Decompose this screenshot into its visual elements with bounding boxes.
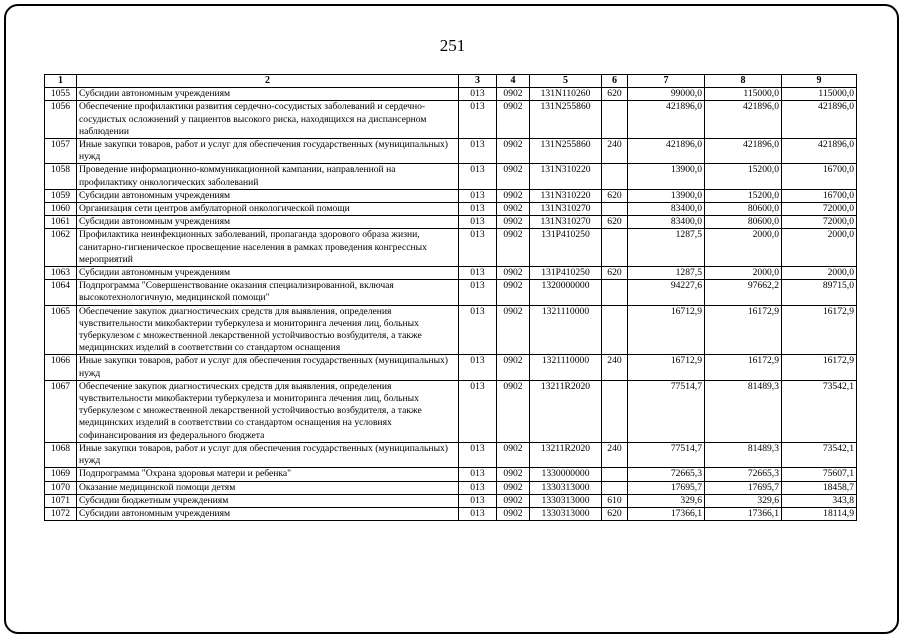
row-name: Иные закупки товаров, работ и услуг для обеспечения государственных (муниципальных) нужд	[77, 355, 459, 380]
target-article-code: 1330313000	[530, 507, 602, 520]
amount-col-8: 2000,0	[705, 267, 782, 280]
target-article-code: 131N310270	[530, 216, 602, 229]
target-article-code: 13211R2020	[530, 380, 602, 442]
row-number: 1059	[45, 189, 77, 202]
ministry-code: 013	[459, 280, 497, 305]
row-number: 1060	[45, 203, 77, 216]
row-number: 1070	[45, 481, 77, 494]
col-header: 4	[497, 75, 530, 88]
amount-col-7: 1287,5	[628, 267, 705, 280]
ministry-code: 013	[459, 203, 497, 216]
amount-col-9: 18114,9	[782, 507, 857, 520]
target-article-code: 131P410250	[530, 229, 602, 267]
row-name: Субсидии автономным учреждениям	[77, 507, 459, 520]
expense-type-code: 620	[602, 507, 628, 520]
target-article-code: 131N255860	[530, 101, 602, 139]
amount-col-8: 17695,7	[705, 481, 782, 494]
amount-col-9: 89715,0	[782, 280, 857, 305]
expense-type-code	[602, 229, 628, 267]
expense-type-code	[602, 380, 628, 442]
row-number: 1055	[45, 88, 77, 101]
ministry-code: 013	[459, 468, 497, 481]
row-name: Субсидии бюджетным учреждениям	[77, 494, 459, 507]
ministry-code: 013	[459, 139, 497, 164]
section-code: 0902	[497, 216, 530, 229]
amount-col-7: 13900,0	[628, 164, 705, 189]
amount-col-9: 75607,1	[782, 468, 857, 481]
amount-col-8: 72665,3	[705, 468, 782, 481]
row-number: 1058	[45, 164, 77, 189]
target-article-code: 131N310270	[530, 203, 602, 216]
target-article-code: 13211R2020	[530, 442, 602, 467]
target-article-code: 1320000000	[530, 280, 602, 305]
amount-col-7: 77514,7	[628, 442, 705, 467]
section-code: 0902	[497, 507, 530, 520]
row-name: Оказание медицинской помощи детям	[77, 481, 459, 494]
expense-type-code: 610	[602, 494, 628, 507]
section-code: 0902	[497, 164, 530, 189]
table-row	[45, 164, 857, 189]
amount-col-7: 421896,0	[628, 139, 705, 164]
amount-col-9: 421896,0	[782, 101, 857, 139]
amount-col-7: 83400,0	[628, 216, 705, 229]
row-number: 1056	[45, 101, 77, 139]
amount-col-9: 72000,0	[782, 203, 857, 216]
table-row	[45, 139, 857, 164]
row-name: Подпрограмма "Совершенствование оказания специализированной, включая высокотехнологичную, медицинской помощи"	[77, 280, 459, 305]
row-name: Обеспечение закупок диагностических средств для выявления, определения чувствительности микобактерии туберкулеза и мониторинга лечения лиц, больных туберкулезом с множественной лекарственной устойчивостью возбудителя, а также медицинских изделий в соответствии со стандартом оснащения	[77, 305, 459, 355]
table-row	[45, 468, 857, 481]
target-article-code: 1321110000	[530, 305, 602, 355]
amount-col-8: 15200,0	[705, 189, 782, 202]
amount-col-8: 421896,0	[705, 139, 782, 164]
row-name: Профилактика неинфекционных заболеваний, пропаганда здорового образа жизни, санитарно-гигиеническое просвещение населения в рамках проведения конгрессных мероприятий	[77, 229, 459, 267]
ministry-code: 013	[459, 88, 497, 101]
ministry-code: 013	[459, 380, 497, 442]
expense-type-code	[602, 481, 628, 494]
amount-col-7: 1287,5	[628, 229, 705, 267]
table-row	[45, 229, 857, 267]
amount-col-7: 94227,6	[628, 280, 705, 305]
table-row	[45, 442, 857, 467]
amount-col-9: 115000,0	[782, 88, 857, 101]
table-row	[45, 380, 857, 442]
col-header: 6	[602, 75, 628, 88]
amount-col-7: 72665,3	[628, 468, 705, 481]
expense-type-code	[602, 203, 628, 216]
section-code: 0902	[497, 355, 530, 380]
section-code: 0902	[497, 203, 530, 216]
table-row	[45, 507, 857, 520]
expense-type-code	[602, 280, 628, 305]
row-name: Иные закупки товаров, работ и услуг для обеспечения государственных (муниципальных) нужд	[77, 139, 459, 164]
target-article-code: 131N310220	[530, 189, 602, 202]
section-code: 0902	[497, 101, 530, 139]
row-number: 1062	[45, 229, 77, 267]
expense-type-code: 620	[602, 88, 628, 101]
ministry-code: 013	[459, 101, 497, 139]
section-code: 0902	[497, 494, 530, 507]
expense-type-code: 620	[602, 189, 628, 202]
expense-type-code: 620	[602, 216, 628, 229]
section-code: 0902	[497, 88, 530, 101]
amount-col-8: 80600,0	[705, 203, 782, 216]
row-name: Субсидии автономным учреждениям	[77, 216, 459, 229]
amount-col-9: 73542,1	[782, 380, 857, 442]
table-row	[45, 101, 857, 139]
amount-col-8: 15200,0	[705, 164, 782, 189]
amount-col-8: 81489,3	[705, 442, 782, 467]
expense-type-code: 240	[602, 355, 628, 380]
amount-col-8: 81489,3	[705, 380, 782, 442]
amount-col-9: 73542,1	[782, 442, 857, 467]
amount-col-9: 16700,0	[782, 189, 857, 202]
expense-type-code	[602, 468, 628, 481]
col-header: 5	[530, 75, 602, 88]
ministry-code: 013	[459, 164, 497, 189]
amount-col-8: 16172,9	[705, 355, 782, 380]
ministry-code: 013	[459, 305, 497, 355]
row-number: 1072	[45, 507, 77, 520]
col-header: 3	[459, 75, 497, 88]
row-name: Организация сети центров амбулаторной онкологической помощи	[77, 203, 459, 216]
col-header: 8	[705, 75, 782, 88]
col-header: 7	[628, 75, 705, 88]
row-name: Проведение информационно-коммуникационной кампании, направленной на профилактику онкологических заболеваний	[77, 164, 459, 189]
amount-col-7: 329,6	[628, 494, 705, 507]
section-code: 0902	[497, 481, 530, 494]
ministry-code: 013	[459, 355, 497, 380]
row-number: 1071	[45, 494, 77, 507]
table-row	[45, 355, 857, 380]
amount-col-9: 2000,0	[782, 229, 857, 267]
amount-col-8: 97662,2	[705, 280, 782, 305]
amount-col-7: 16712,9	[628, 355, 705, 380]
amount-col-9: 343,8	[782, 494, 857, 507]
amount-col-7: 17366,1	[628, 507, 705, 520]
amount-col-7: 17695,7	[628, 481, 705, 494]
target-article-code: 131N110260	[530, 88, 602, 101]
row-name: Субсидии автономным учреждениям	[77, 267, 459, 280]
amount-col-7: 421896,0	[628, 101, 705, 139]
ministry-code: 013	[459, 216, 497, 229]
ministry-code: 013	[459, 267, 497, 280]
ministry-code: 013	[459, 507, 497, 520]
section-code: 0902	[497, 280, 530, 305]
amount-col-8: 421896,0	[705, 101, 782, 139]
target-article-code: 131N310220	[530, 164, 602, 189]
amount-col-7: 99000,0	[628, 88, 705, 101]
expense-type-code: 620	[602, 267, 628, 280]
col-header: 9	[782, 75, 857, 88]
ministry-code: 013	[459, 442, 497, 467]
amount-col-8: 329,6	[705, 494, 782, 507]
target-article-code: 1330000000	[530, 468, 602, 481]
table-row	[45, 481, 857, 494]
amount-col-9: 16700,0	[782, 164, 857, 189]
section-code: 0902	[497, 305, 530, 355]
target-article-code: 1330313000	[530, 481, 602, 494]
amount-col-8: 2000,0	[705, 229, 782, 267]
ministry-code: 013	[459, 481, 497, 494]
amount-col-9: 421896,0	[782, 139, 857, 164]
row-number: 1069	[45, 468, 77, 481]
amount-col-8: 17366,1	[705, 507, 782, 520]
row-name: Обеспечение профилактики развития сердечно-сосудистых заболеваний и сердечно-сосудистых осложнений у пациентов высокого риска, находящихся на диспансерном наблюдении	[77, 101, 459, 139]
amount-col-7: 16712,9	[628, 305, 705, 355]
row-number: 1066	[45, 355, 77, 380]
amount-col-8: 80600,0	[705, 216, 782, 229]
row-name: Иные закупки товаров, работ и услуг для обеспечения государственных (муниципальных) нужд	[77, 442, 459, 467]
section-code: 0902	[497, 229, 530, 267]
col-header: 1	[45, 75, 77, 88]
amount-col-8: 115000,0	[705, 88, 782, 101]
row-number: 1057	[45, 139, 77, 164]
table-row	[45, 189, 857, 202]
target-article-code: 131N255860	[530, 139, 602, 164]
row-number: 1065	[45, 305, 77, 355]
table-row	[45, 280, 857, 305]
page-number: 251	[439, 36, 466, 55]
amount-col-9: 72000,0	[782, 216, 857, 229]
expense-type-code	[602, 101, 628, 139]
amount-col-8: 16172,9	[705, 305, 782, 355]
row-number: 1063	[45, 267, 77, 280]
row-name: Субсидии автономным учреждениям	[77, 88, 459, 101]
expense-type-code	[602, 305, 628, 355]
section-code: 0902	[497, 442, 530, 467]
row-number: 1068	[45, 442, 77, 467]
amount-col-7: 13900,0	[628, 189, 705, 202]
section-code: 0902	[497, 380, 530, 442]
table-header-row	[45, 75, 857, 88]
table-row	[45, 267, 857, 280]
section-code: 0902	[497, 468, 530, 481]
section-code: 0902	[497, 189, 530, 202]
row-name: Подпрограмма "Охрана здоровья матери и ребенка"	[77, 468, 459, 481]
table-row	[45, 305, 857, 355]
amount-col-7: 77514,7	[628, 380, 705, 442]
row-number: 1061	[45, 216, 77, 229]
table-row	[45, 216, 857, 229]
col-header: 2	[77, 75, 459, 88]
amount-col-9: 18458,7	[782, 481, 857, 494]
target-article-code: 1321110000	[530, 355, 602, 380]
target-article-code: 1330313000	[530, 494, 602, 507]
row-name: Субсидии автономным учреждениям	[77, 189, 459, 202]
expense-type-code: 240	[602, 139, 628, 164]
ministry-code: 013	[459, 229, 497, 267]
row-name: Обеспечение закупок диагностических средств для выявления, определения чувствительности микобактерии туберкулеза и мониторинга лечения лиц, больных туберкулезом с множественной лекарственной устойчивостью возбудителя, а также медицинских изделий в соответствии со стандартом оснащения на условиях софинансирования из федерального бюджета	[77, 380, 459, 442]
row-number: 1064	[45, 280, 77, 305]
amount-col-9: 16172,9	[782, 305, 857, 355]
target-article-code: 131P410250	[530, 267, 602, 280]
expense-type-code: 240	[602, 442, 628, 467]
amount-col-9: 16172,9	[782, 355, 857, 380]
ministry-code: 013	[459, 494, 497, 507]
budget-table	[44, 74, 857, 521]
section-code: 0902	[497, 139, 530, 164]
table-row	[45, 203, 857, 216]
table-row	[45, 88, 857, 101]
table-row	[45, 494, 857, 507]
row-number: 1067	[45, 380, 77, 442]
amount-col-7: 83400,0	[628, 203, 705, 216]
ministry-code: 013	[459, 189, 497, 202]
expense-type-code	[602, 164, 628, 189]
section-code: 0902	[497, 267, 530, 280]
amount-col-9: 2000,0	[782, 267, 857, 280]
